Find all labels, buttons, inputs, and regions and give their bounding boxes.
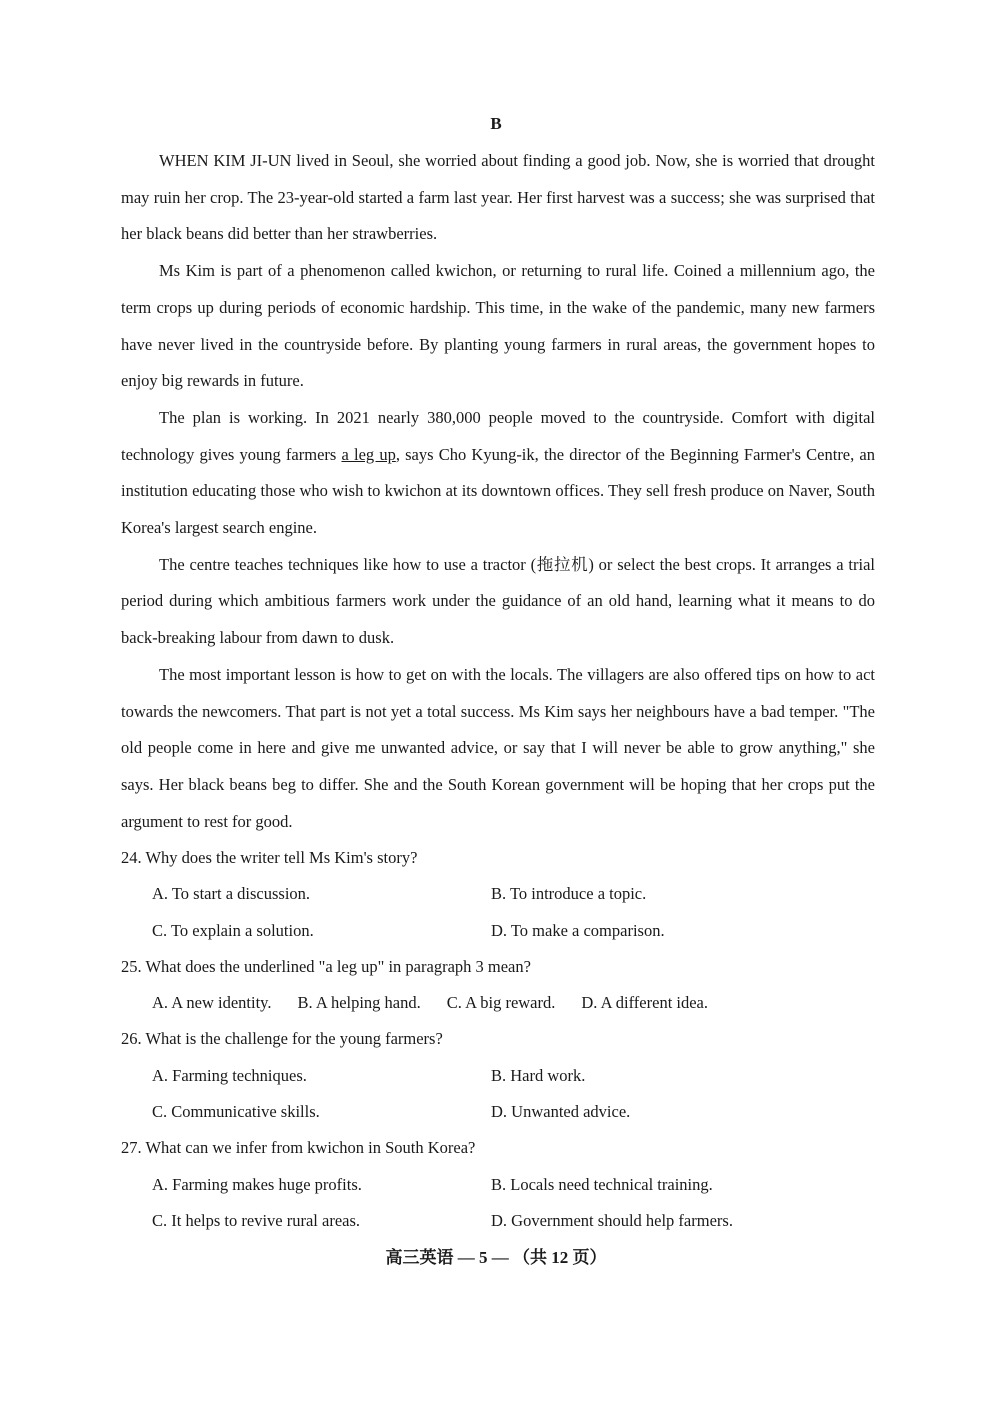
question-27 <box>121 1130 875 1239</box>
option-b: B. A helping hand. <box>297 993 421 1013</box>
reading-passage <box>121 143 875 840</box>
option-c: C. A big reward. <box>446 993 556 1013</box>
question-stem: 27. What can we infer from kwichon in South Korea? <box>121 1138 476 1158</box>
paragraph-3: The plan is working. In 2021 nearly 380,000 people moved to the countryside. Comfort with digital technology gives young farmers a leg up, says Cho Kyung-ik, the director of the Beginning Farmer's Centre, an institution educating those who wish to kwichon at its downtown offices. They sell fresh produce on Naver, South Korea's largest search engine. <box>121 407 876 538</box>
section-heading: B <box>490 114 502 133</box>
question-25 <box>121 949 875 1022</box>
option-a: A. Farming makes huge profits. <box>152 1174 362 1194</box>
option-a: A. To start a discussion. <box>152 884 311 904</box>
question-stem: 26. What is the challenge for the young farmers? <box>121 1029 443 1049</box>
paragraph-5: The most important lesson is how to get on with the locals. The villagers are also offered tips on how to act towards the newcomers. That part is not yet a total success. Ms Kim says her neighbours have a bad temper. "The old people come in here and give me unwanted advice, or say that I will never be able to grow anything," she says. Her black beans beg to differ. She and the South Korean government will be hoping that her crops put the argument to rest for good. <box>121 664 875 831</box>
option-c: C. It helps to revive rural areas. <box>152 1210 361 1230</box>
page-footer: 高三英语 — 5 — （共 12 页） <box>385 1248 607 1267</box>
question-list <box>121 840 875 1239</box>
option-d: D. A different idea. <box>581 993 709 1013</box>
paragraph-1: WHEN KIM JI-UN lived in Seoul, she worried about finding a good job. Now, she is worried that drought may ruin her crop. The 23-year-old started a farm last year. Her first harvest was a success; she was surprised that her black beans did better than her strawberries. <box>121 151 875 244</box>
option-a: A. A new identity. <box>152 993 272 1013</box>
underlined-phrase: a leg up <box>341 444 396 464</box>
option-d: D. To make a comparison. <box>491 920 665 940</box>
option-c: C. Communicative skills. <box>152 1102 320 1122</box>
paragraph-2: Ms Kim is part of a phenomenon called kwichon, or returning to rural life. Coined a millennium ago, the term crops up during periods of economic hardship. This time, in the wake of the pandemic, many new farmers have never lived in the countryside before. By planting young farmers in rural areas, the government hopes to enjoy big rewards in future. <box>121 261 875 391</box>
option-b: B. Hard work. <box>491 1065 586 1085</box>
option-a: A. Farming techniques. <box>152 1065 307 1085</box>
option-b: B. To introduce a topic. <box>491 884 647 904</box>
paragraph-4: The centre teaches techniques like how to use a tractor (拖拉机) or select the best crops. It arranges a trial period during which ambitious farmers work under the guidance of an old hand, learning what it means to do back-breaking labour from dawn to dusk. <box>121 554 875 648</box>
question-stem: 25. What does the underlined "a leg up" in paragraph 3 mean? <box>121 956 531 976</box>
option-c: C. To explain a solution. <box>152 920 314 940</box>
question-24 <box>121 840 875 949</box>
option-d: D. Government should help farmers. <box>491 1210 733 1230</box>
question-stem: 24. Why does the writer tell Ms Kim's story? <box>121 848 418 867</box>
option-b: B. Locals need technical training. <box>491 1174 713 1194</box>
question-26 <box>121 1021 875 1130</box>
option-d: D. Unwanted advice. <box>491 1102 631 1122</box>
